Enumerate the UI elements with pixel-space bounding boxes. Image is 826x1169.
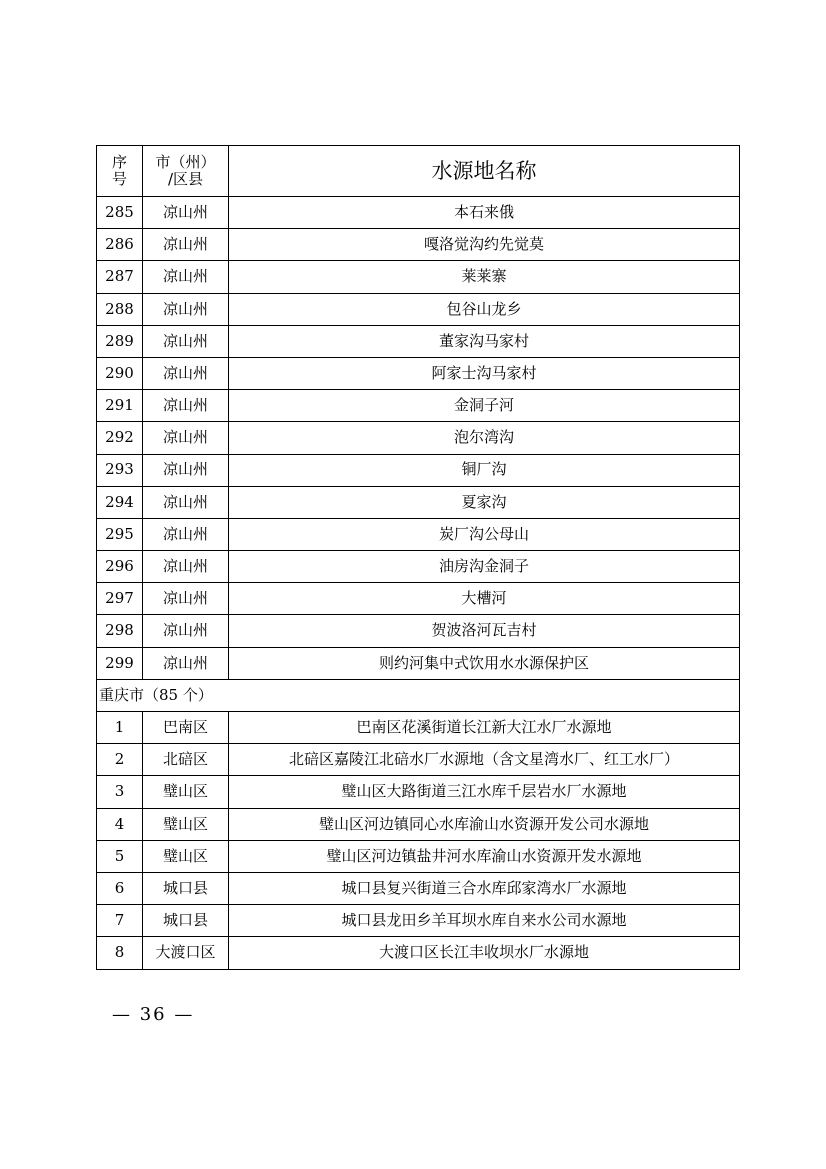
table-row	[97, 712, 740, 744]
table-body	[97, 197, 740, 970]
table-row	[97, 840, 740, 872]
cell-name: 则约河集中式饮用水水源保护区	[229, 647, 740, 679]
cell-city: 大渡口区	[143, 937, 229, 969]
cell-name: 城口县龙田乡羊耳坝水库自来水公司水源地	[229, 905, 740, 937]
cell-seq: 287	[97, 261, 143, 293]
cell-city: 城口县	[143, 872, 229, 904]
cell-city: 巴南区	[143, 712, 229, 744]
cell-name: 本石来俄	[229, 197, 740, 229]
cell-city: 凉山州	[143, 518, 229, 550]
header-name: 水源地名称	[229, 146, 740, 197]
cell-city: 凉山州	[143, 325, 229, 357]
table-row	[97, 744, 740, 776]
cell-city: 璧山区	[143, 840, 229, 872]
cell-name: 阿家士沟马家村	[229, 357, 740, 389]
cell-seq: 293	[97, 454, 143, 486]
cell-city: 凉山州	[143, 422, 229, 454]
cell-name: 莱莱寨	[229, 261, 740, 293]
header-city-line2: /区县	[167, 170, 204, 188]
cell-name: 璧山区河边镇同心水库渝山水资源开发公司水源地	[229, 808, 740, 840]
cell-seq: 4	[97, 808, 143, 840]
table-row	[97, 261, 740, 293]
cell-seq: 2	[97, 744, 143, 776]
cell-seq: 1	[97, 712, 143, 744]
table-row	[97, 937, 740, 969]
cell-seq: 5	[97, 840, 143, 872]
table-row	[97, 357, 740, 389]
cell-name: 大槽河	[229, 583, 740, 615]
footer-dash-left: —	[112, 1004, 132, 1025]
cell-city: 凉山州	[143, 454, 229, 486]
water-source-table	[96, 145, 740, 970]
cell-seq: 291	[97, 390, 143, 422]
cell-seq: 6	[97, 872, 143, 904]
cell-city: 凉山州	[143, 390, 229, 422]
table-header	[97, 146, 740, 197]
cell-city: 凉山州	[143, 551, 229, 583]
table-row	[97, 647, 740, 679]
table-row	[97, 615, 740, 647]
cell-seq: 286	[97, 229, 143, 261]
cell-name: 北碚区嘉陵江北碚水厂水源地（含文星湾水厂、红工水厂）	[229, 744, 740, 776]
group-label: 重庆市（85 个）	[97, 679, 740, 711]
table-row	[97, 422, 740, 454]
footer-dash-right: —	[174, 1004, 195, 1025]
cell-seq: 297	[97, 583, 143, 615]
cell-city: 城口县	[143, 905, 229, 937]
cell-seq: 285	[97, 197, 143, 229]
cell-seq: 7	[97, 905, 143, 937]
cell-city: 凉山州	[143, 615, 229, 647]
cell-seq: 299	[97, 647, 143, 679]
cell-seq: 290	[97, 357, 143, 389]
table-row	[97, 808, 740, 840]
cell-city: 凉山州	[143, 197, 229, 229]
cell-city: 璧山区	[143, 808, 229, 840]
header-seq-line1: 序	[111, 152, 127, 171]
page-number: 36	[139, 1004, 167, 1025]
table-row	[97, 872, 740, 904]
cell-city: 凉山州	[143, 293, 229, 325]
cell-city: 凉山州	[143, 583, 229, 615]
header-seq-line2: 号	[111, 170, 127, 188]
cell-seq: 3	[97, 776, 143, 808]
cell-seq: 294	[97, 486, 143, 518]
header-city-line1: 市（州）	[155, 152, 216, 171]
cell-city: 北碚区	[143, 744, 229, 776]
cell-city: 凉山州	[143, 486, 229, 518]
cell-name: 泡尔湾沟	[229, 422, 740, 454]
table-row	[97, 518, 740, 550]
cell-name: 董家沟马家村	[229, 325, 740, 357]
table-row	[97, 325, 740, 357]
table-row	[97, 454, 740, 486]
table-row	[97, 486, 740, 518]
cell-seq: 8	[97, 937, 143, 969]
page-footer	[112, 1004, 194, 1025]
cell-seq: 295	[97, 518, 143, 550]
cell-name: 包谷山龙乡	[229, 293, 740, 325]
table-row	[97, 390, 740, 422]
table-row	[97, 197, 740, 229]
cell-name: 夏家沟	[229, 486, 740, 518]
cell-seq: 288	[97, 293, 143, 325]
cell-name: 城口县复兴街道三合水库邱家湾水厂水源地	[229, 872, 740, 904]
cell-seq: 296	[97, 551, 143, 583]
cell-name: 璧山区大路街道三江水库千层岩水厂水源地	[229, 776, 740, 808]
cell-city: 凉山州	[143, 261, 229, 293]
cell-name: 嘎洛觉沟约先觉莫	[229, 229, 740, 261]
table-row	[97, 776, 740, 808]
cell-seq: 289	[97, 325, 143, 357]
table-row	[97, 293, 740, 325]
cell-name: 大渡口区长江丰收坝水厂水源地	[229, 937, 740, 969]
cell-seq: 298	[97, 615, 143, 647]
table-row	[97, 905, 740, 937]
group-row	[97, 679, 740, 711]
cell-name: 金洞子河	[229, 390, 740, 422]
cell-name: 巴南区花溪街道长江新大江水厂水源地	[229, 712, 740, 744]
cell-name: 贺波洛河瓦吉村	[229, 615, 740, 647]
cell-name: 油房沟金洞子	[229, 551, 740, 583]
cell-name: 璧山区河边镇盐井河水库渝山水资源开发水源地	[229, 840, 740, 872]
header-city	[143, 146, 229, 197]
header-seq	[97, 146, 143, 197]
cell-city: 凉山州	[143, 229, 229, 261]
cell-city: 凉山州	[143, 357, 229, 389]
cell-city: 璧山区	[143, 776, 229, 808]
table-row	[97, 583, 740, 615]
cell-name: 铜厂沟	[229, 454, 740, 486]
cell-city: 凉山州	[143, 647, 229, 679]
cell-seq: 292	[97, 422, 143, 454]
cell-name: 炭厂沟公母山	[229, 518, 740, 550]
table-row	[97, 551, 740, 583]
table-row	[97, 229, 740, 261]
